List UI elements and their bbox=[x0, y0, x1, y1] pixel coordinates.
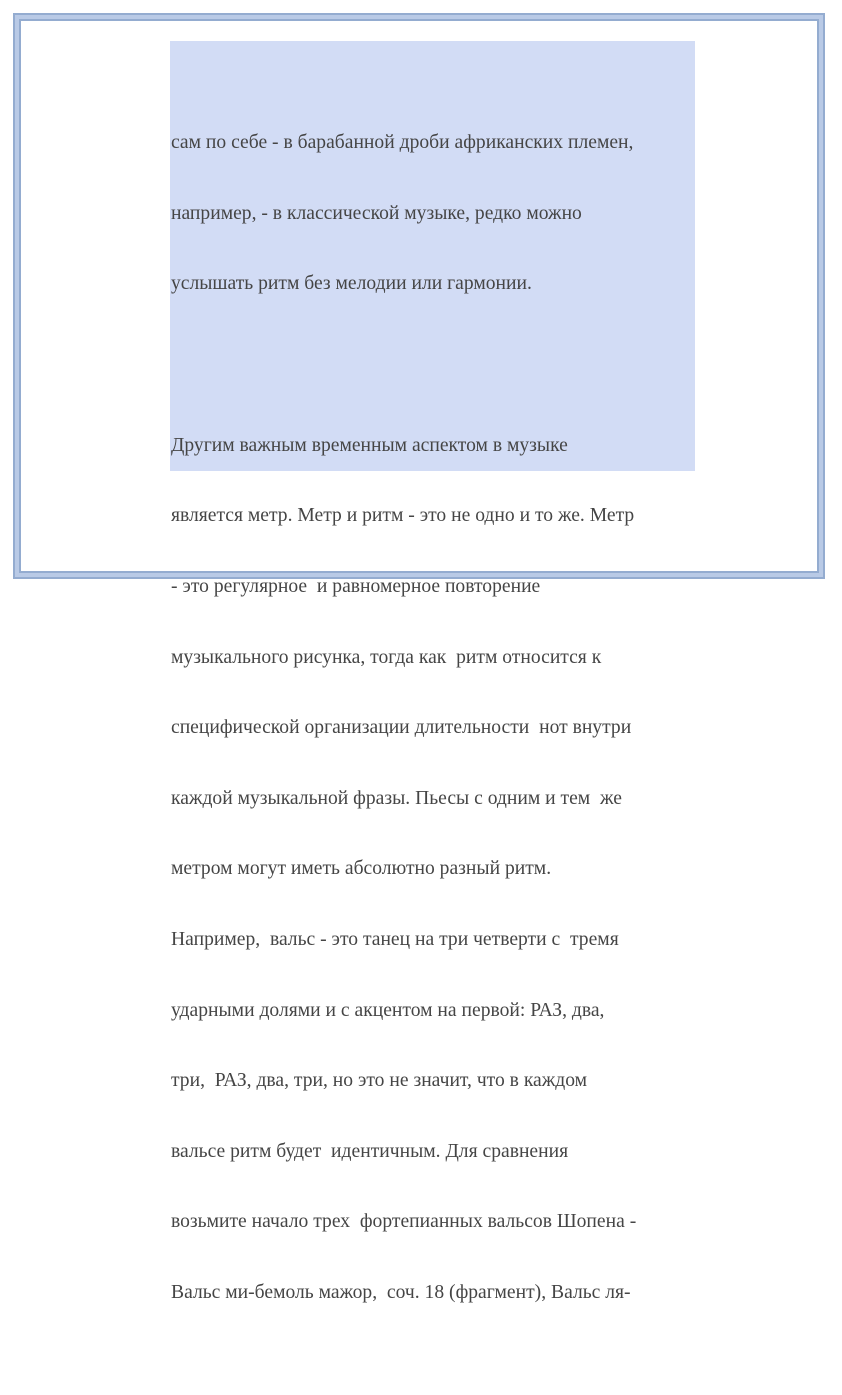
text-line: музыкального рисунка, тогда как ритм относится к bbox=[171, 646, 602, 668]
text-line: сам по себе - в барабанной дроби африканских племен, bbox=[171, 132, 634, 153]
selected-text-box[interactable] bbox=[170, 41, 695, 1303]
text-line: метром могут иметь абсолютно разный ритм. bbox=[171, 858, 552, 880]
text-line: Другим важным временным аспектом в музыке bbox=[171, 434, 568, 456]
text-line: является метр. Метр и ритм - это не одно и то же. Метр bbox=[171, 505, 635, 527]
text-line: три, РАЗ, два, три, но это не значит, что в каждом bbox=[171, 1070, 588, 1092]
text-line: - это регулярное и равномерное повторение bbox=[171, 575, 541, 597]
text-line: ударными долями и с акцентом на первой: РАЗ, два, bbox=[171, 999, 605, 1021]
text-line: вальсе ритм будет идентичным. Для сравнения bbox=[171, 1140, 569, 1162]
text-line: специфической организации длительности нот внутри bbox=[171, 717, 632, 739]
text-line: например, - в классической музыке, редко можно bbox=[171, 202, 582, 224]
text-line: Вальс ми-бемоль мажор, соч. 18 (фрагмент), Вальс ля- bbox=[171, 1281, 631, 1303]
text-line: услышать ритм без мелодии или гармонии. bbox=[171, 273, 532, 295]
paragraph-1 bbox=[170, 86, 695, 342]
text-line: Например, вальс - это танец на три четверти с тремя bbox=[171, 928, 619, 950]
paragraph-2 bbox=[170, 389, 695, 1351]
text-line: возьмите начало трех фортепианных вальсов Шопена - bbox=[171, 1211, 637, 1233]
text-line: каждой музыкальной фразы. Пьесы с одним и тем же bbox=[171, 787, 622, 809]
